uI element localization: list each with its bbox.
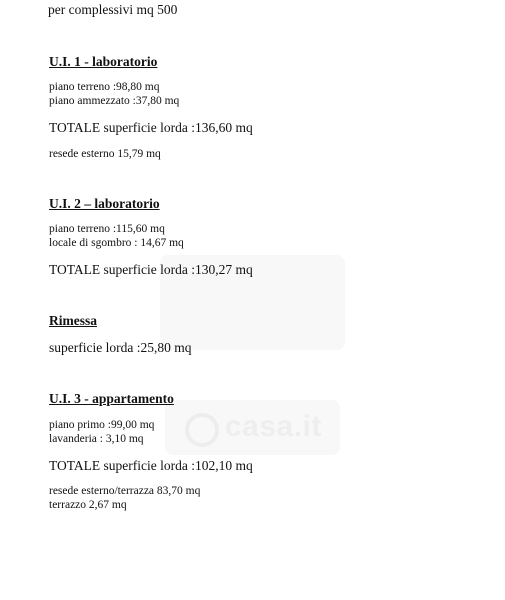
unit-2-line-2: locale di sgombro : 14,67 mq [49,237,184,249]
unit-2-line-1: piano terreno :115,60 mq [49,223,165,235]
unit-3-line-1: piano primo :99,00 mq [49,419,155,431]
unit-3-extra-2: terrazzo 2,67 mq [49,499,127,511]
rimessa-total: superficie lorda :25,80 mq [49,340,192,355]
unit-3-extra-1: resede esterno/terrazza 83,70 mq [49,485,201,497]
unit-1-line-2: piano ammezzato :37,80 mq [49,95,180,107]
unit-3-line-2: lavanderia : 3,10 mq [49,433,144,445]
unit-2-total: TOTALE superficie lorda :130,27 mq [49,262,253,277]
unit-1-extra-1: resede esterno 15,79 mq [49,148,161,160]
watermark-text: casa.it [225,410,322,443]
unit-3-total: TOTALE superficie lorda :102,10 mq [49,458,253,473]
unit-1-line-1: piano terreno :98,80 mq [49,81,160,93]
unit-1-heading: U.I. 1 - laboratorio [49,54,158,69]
intro-text: per complessivi mq 500 [48,2,178,17]
unit-2-heading: U.I. 2 – laboratorio [49,196,160,211]
watermark-logo-icon [185,413,219,447]
unit-3-heading: U.I. 3 - appartamento [49,391,174,406]
unit-1-total: TOTALE superficie lorda :136,60 mq [49,120,253,135]
rimessa-heading: Rimessa [49,313,97,328]
